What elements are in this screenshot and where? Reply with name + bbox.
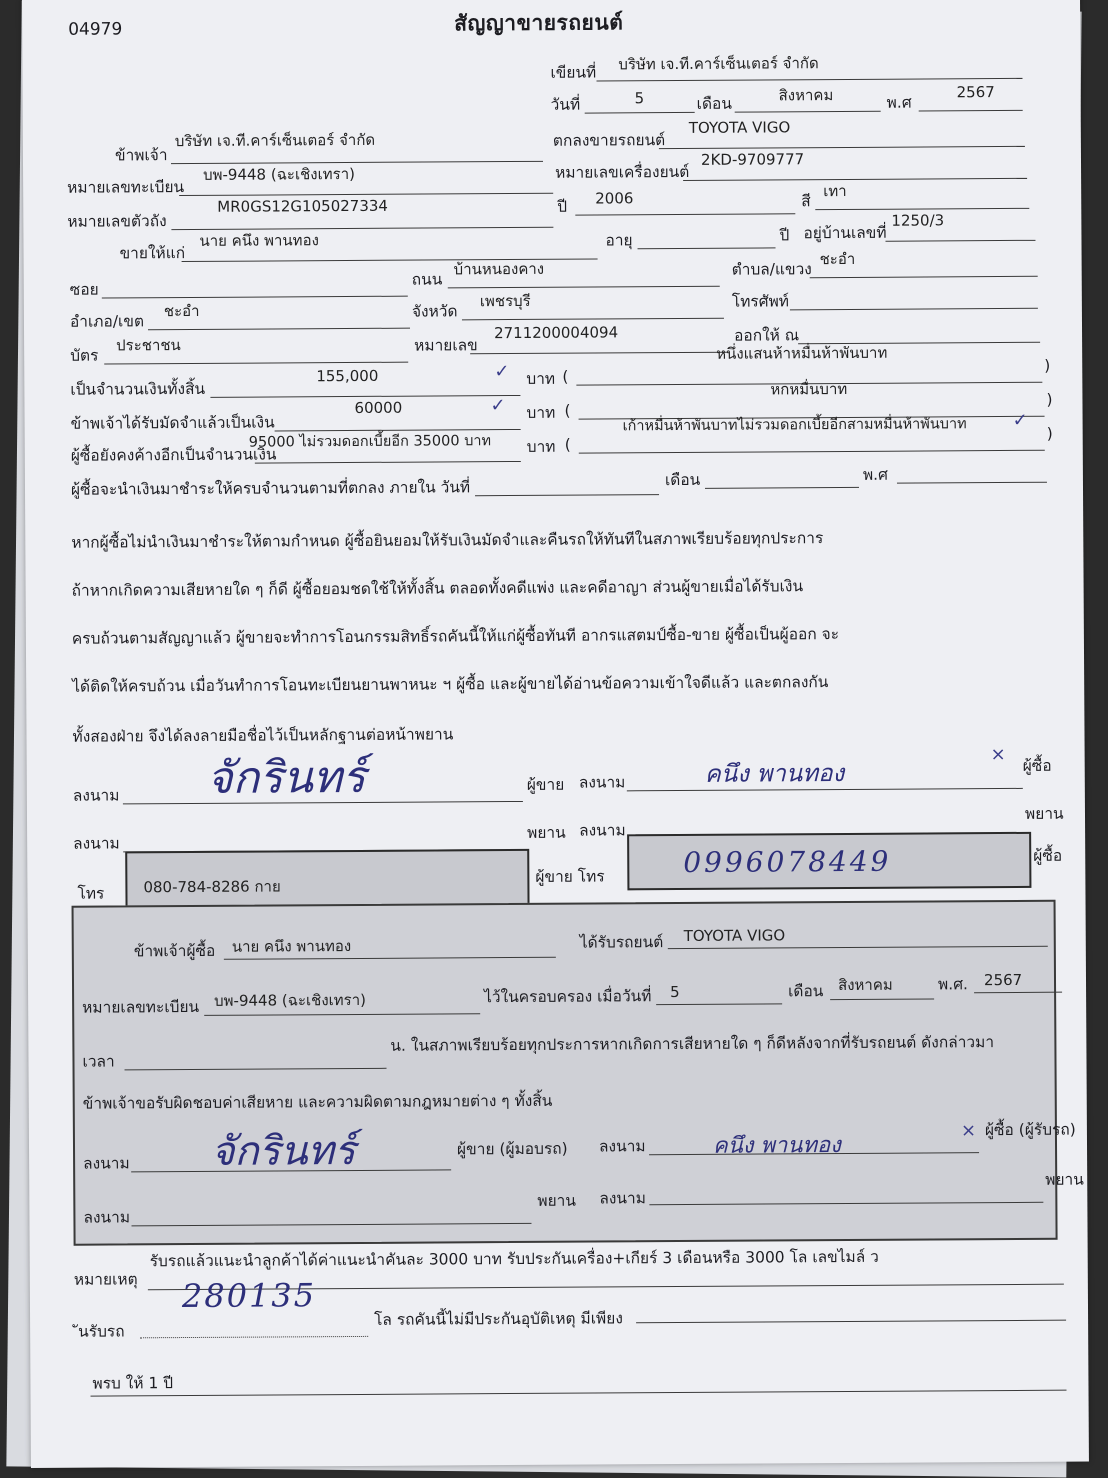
written-at-label: เขียนที่ — [550, 63, 597, 82]
seller-phone-label: ผู้ขาย โทร — [535, 867, 605, 886]
soi-label: ซอย — [69, 280, 99, 299]
date-value: 5 — [634, 89, 645, 108]
baht-label: บาท — [526, 369, 556, 388]
sign-label: ลงนาม — [579, 821, 626, 840]
year-value: 2567 — [956, 83, 995, 102]
terms-line: ครบถ้วนตามสัญญาแล้ว ผู้ขายจะทำการโอนกรรมสิทธิ์รถคันนี้ให้แก่ผู้ซื้อทันที อากรแสตมป์ซื้อ-ขาย ผู้ซื้อเป็นผู้ออก จะ — [71, 625, 840, 648]
subdistrict-label: ตำบล/แขวง — [731, 260, 812, 279]
terms-line: ได้ติดให้ครบถ้วน เมื่อวันทำการโอนทะเบียนยานพาหนะ ฯ ผู้ซื้อ และผู้ขายได้อ่านข้อความเข้าใจดีแล้ว และตกลงกัน — [72, 673, 829, 696]
plate-label: หมายเลขทะเบียน — [67, 178, 185, 197]
dotted-line — [140, 1336, 368, 1338]
contract-sheet — [22, 0, 1089, 1468]
underline — [470, 352, 728, 355]
underline — [683, 178, 1027, 181]
receipt-received-value: TOYOTA VIGO — [683, 926, 786, 945]
underline — [575, 213, 795, 215]
underline — [171, 227, 553, 230]
year-value: 2006 — [595, 189, 634, 208]
receipt-month-label: เดือน — [788, 982, 824, 1001]
underline — [897, 482, 1047, 484]
x-mark-icon: × — [990, 744, 1006, 766]
sign-label: ลงนาม — [599, 1189, 646, 1208]
underline — [790, 308, 1038, 311]
buyer-role-label: ผู้ซื้อ — [1033, 846, 1063, 865]
owed-words: เก้าหมื่นห้าพันบาทไม่รวมดอกเบี้ยอีกสามหมื่นห้าพันบาท — [622, 416, 967, 435]
remarks-label: หมายเหตุ — [73, 1270, 138, 1289]
sign-label: ลงนาม — [598, 1137, 646, 1156]
card-value: ประชาชน — [116, 336, 181, 355]
underline — [224, 957, 556, 960]
underline — [735, 111, 881, 113]
total-words: หนึ่งแสนห้าหมื่นห้าพันบาท — [716, 343, 888, 363]
road-value: บ้านหนองคาง — [453, 259, 545, 279]
underline — [974, 992, 1062, 994]
terms-line: ถ้าหากเกิดความเสียหายใด ๆ ก็ดี ผู้ซื้อยอมชดใช้ให้ทั้งสิ้น ตลอดทั้งคดีแพ่ง และคดีอาญา ส่วนผู้ขายเมื่อได้รับเงิน — [71, 577, 804, 600]
close-paren: ) — [1044, 356, 1051, 375]
receipt-received-label: ได้รับรถยนต์ — [579, 933, 664, 952]
age-label: อายุ — [605, 231, 633, 250]
receipt-year-value: 2567 — [983, 970, 1023, 990]
color-label: สี — [801, 192, 811, 211]
baht-label: บาท — [526, 403, 556, 422]
phone-label: โทรศัพท์ — [731, 292, 790, 311]
possession-label: ไว้ในครอบครอง เมื่อวันที่ — [484, 987, 652, 1007]
seller-role-label: ผู้ขาย — [526, 775, 565, 794]
close-paren: ) — [1046, 390, 1053, 409]
underline — [597, 78, 1023, 82]
receipt-plate-label: หมายเลขทะเบียน — [82, 997, 200, 1017]
baht-label: บาท — [526, 437, 556, 456]
witness-label: พยาน — [527, 823, 566, 842]
house-label: อยู่บ้านเลขที่ — [803, 223, 887, 243]
mileage-value: 280135 — [181, 1276, 317, 1316]
check-mark-icon: ✓ — [494, 361, 510, 383]
underline — [638, 247, 776, 249]
terms-line: หากผู้ซื้อไม่นำเงินมาชำระให้ตามกำหนด ผู้ซื้อยินยอมให้รับเงินมัดจำและคืนรถให้ทันทีในสภาพเรียบร้อยทุกประการ — [71, 529, 824, 552]
close-paren: ) — [1046, 424, 1053, 443]
underline — [462, 318, 724, 321]
sign-label: ลงนาม — [83, 1154, 130, 1173]
receipt-month-value: สิงหาคม — [837, 975, 893, 995]
district-label: อำเภอ/เขต — [69, 312, 145, 331]
total-value: 155,000 — [316, 366, 379, 386]
card-label: บัตร — [70, 346, 99, 365]
underline — [448, 286, 720, 289]
seller-phone: 080-784-8286 กาย — [143, 877, 281, 897]
age-unit: ปี — [779, 226, 790, 245]
subdistrict-value: ชะอำ — [819, 249, 856, 269]
underline — [636, 1320, 1066, 1324]
witness-label: พยาน — [537, 1191, 577, 1210]
id-label: หมายเลข — [414, 336, 478, 355]
agree-value: TOYOTA VIGO — [688, 118, 791, 137]
color-value: เทา — [823, 181, 847, 201]
owed-value: 95000 ไม่รวมดอกเบี้ยอีก 35000 บาท — [248, 433, 492, 451]
due-month-label: เดือน — [664, 470, 701, 490]
sign-label: ลงนาม — [578, 773, 626, 792]
receipt-buyer-label: ผู้ซื้อ (ผู้รับรถ) — [984, 1120, 1076, 1140]
buyer-signature: คนึง พานทอง — [704, 758, 845, 788]
sell-to-label: ขายให้แก่ — [119, 244, 186, 263]
underline — [919, 110, 1023, 112]
buyer-phone-box — [627, 832, 1031, 890]
receipt-section — [72, 900, 1084, 1246]
receipt-seller-label: ผู้ขาย (ผู้มอบรถ) — [456, 1139, 568, 1159]
due-year-label: พ.ศ — [862, 465, 888, 484]
check-mark-icon: ✓ — [1012, 409, 1028, 431]
house-value: 1250/3 — [891, 211, 945, 230]
receipt-plate-value: บพ-9448 (ฉะเชิงเทรา) — [214, 990, 367, 1010]
date-label: วันที่ — [550, 95, 581, 114]
witness-label: พยาน — [1045, 1170, 1084, 1189]
underline — [656, 1003, 782, 1005]
month-value: สิงหาคม — [778, 86, 834, 105]
receipt-buyer-signature: คนึง พานทอง — [712, 1133, 841, 1159]
receipt-date-value: 5 — [670, 983, 680, 1002]
chassis-value: MR0GS12G105027334 — [217, 196, 388, 216]
underline — [810, 276, 1038, 278]
underline — [148, 328, 410, 331]
deposit-value: 60000 — [354, 398, 403, 417]
sell-to-value: นาย คนึง พานทอง — [199, 231, 319, 250]
seller-label: ข้าพเจ้า — [114, 146, 168, 165]
deposit-label: ข้าพเจ้าได้รับมัดจำแล้วเป็นเงิน — [70, 413, 275, 433]
province-label: จังหวัด — [411, 302, 458, 321]
seller-signature: จักรินทร์ — [206, 751, 366, 804]
underline — [659, 146, 1025, 149]
sign-label: ลงนาม — [83, 1208, 131, 1227]
terms-line: ทั้งสองฝ่าย จึงได้ลงลายมือชื่อไว้เป็นหลักฐานต่อหน้าพยาน — [72, 725, 454, 746]
receipt-seller-signature: จักรินทร์ — [210, 1127, 356, 1175]
year-label: พ.ศ — [886, 93, 912, 112]
underline — [171, 161, 543, 164]
witness-label: พยาน — [1024, 804, 1064, 823]
open-paren: ( — [562, 367, 569, 386]
x-mark-icon: × — [960, 1120, 977, 1142]
chassis-label: หมายเลขตัวถัง — [67, 212, 167, 231]
sign-label: ลงนาม — [73, 834, 120, 853]
underline — [255, 461, 521, 464]
open-paren: ( — [564, 435, 571, 454]
remarks-line-2-prefix: ันรับรถ — [78, 1322, 125, 1341]
underline — [475, 494, 659, 496]
open-paren: ( — [564, 401, 571, 420]
province-value: เพชรบุรี — [479, 291, 531, 311]
written-at-value: บริษัท เจ.ที.คาร์เซ็นเตอร์ จำกัด — [618, 54, 819, 74]
responsibility-text: ข้าพเจ้าขอรับผิดชอบค่าเสียหาย และความผิดตามกฎหมายต่าง ๆ ทั้งสิ้น — [82, 1091, 553, 1113]
agree-label: ตกลงขายรถยนต์ — [552, 131, 666, 150]
receipt-buyer-label: ข้าพเจ้าผู้ซื้อ — [133, 941, 216, 961]
remarks-line-1: รับรถแล้วแนะนำลูกค้าได้ค่าแนะนำคันละ 3000 บาท รับประกันเครื่อง+เกียร์ 3 เดือนหรือ 3000 โล เลขไมล์ ว — [149, 1247, 879, 1271]
id-value: 2711200004094 — [493, 323, 619, 343]
underline — [91, 1390, 1067, 1397]
month-label: เดือน — [696, 94, 732, 113]
underline — [668, 946, 1048, 949]
underline — [579, 450, 1045, 454]
document-number: 04979 — [68, 19, 123, 40]
deposit-words: หกหมื่นบาท — [770, 379, 848, 399]
owed-label: ผู้ซื้อยังคงค้างอีกเป็นจำนวนเงิน — [70, 445, 277, 465]
underline — [204, 1013, 480, 1016]
road-label: ถนน — [411, 270, 443, 289]
issued-label: ออกให้ ณ — [734, 326, 800, 345]
signature-line — [131, 1223, 531, 1226]
engine-label: หมายเลขเครื่องยนต์ — [555, 162, 690, 182]
signature-line — [649, 1202, 1043, 1205]
year-label: ปี — [557, 197, 568, 216]
due-label: ผู้ซื้อจะนำเงินมาชำระให้ครบจำนวนตามที่ตกลง ภายใน วันที่ — [70, 478, 471, 499]
engine-value: 2KD-9709777 — [700, 150, 805, 169]
underline — [830, 998, 934, 1000]
remarks-line-3: พรบ ให้ 1 ปี — [92, 1374, 174, 1393]
underline — [885, 240, 1035, 242]
document-title: สัญญาขายรถยนต์ — [454, 10, 624, 36]
check-mark-icon: ✓ — [490, 395, 506, 417]
underline — [102, 296, 408, 299]
underline — [104, 362, 408, 365]
receipt-year-label: พ.ศ. — [937, 975, 969, 994]
underline — [585, 112, 695, 114]
remarks-line-2-suffix: โล รถคันนี้ไม่มีประกันอุบัติเหตุ มีเพียง — [374, 1309, 623, 1329]
plate-value: บพ-9448 (ฉะเชิงเทรา) — [203, 164, 355, 184]
seller-value: บริษัท เจ.ที.คาร์เซ็นเตอร์ จำกัด — [174, 130, 376, 151]
time-label: เวลา — [82, 1052, 115, 1071]
receipt-buyer-value: นาย คนึง พานทอง — [231, 937, 352, 956]
time-suffix: น. ในสภาพเรียบร้อยทุกประการหากเกิดการเสียหายใด ๆ ก็ดีหลังจากที่รับรถยนต์ ดังกล่าวมา — [390, 1033, 995, 1055]
total-label: เป็นจำนวนเงินทั้งสิ้น — [70, 379, 206, 399]
buyer-role-label: ผู้ซื้อ — [1022, 756, 1052, 775]
phone-label: โทร — [77, 884, 105, 903]
underline — [705, 487, 859, 489]
buyer-phone: 0996078449 — [683, 844, 892, 879]
underline — [125, 1068, 387, 1071]
sign-label: ลงนาม — [72, 786, 120, 805]
district-value: ชะอำ — [163, 301, 200, 321]
